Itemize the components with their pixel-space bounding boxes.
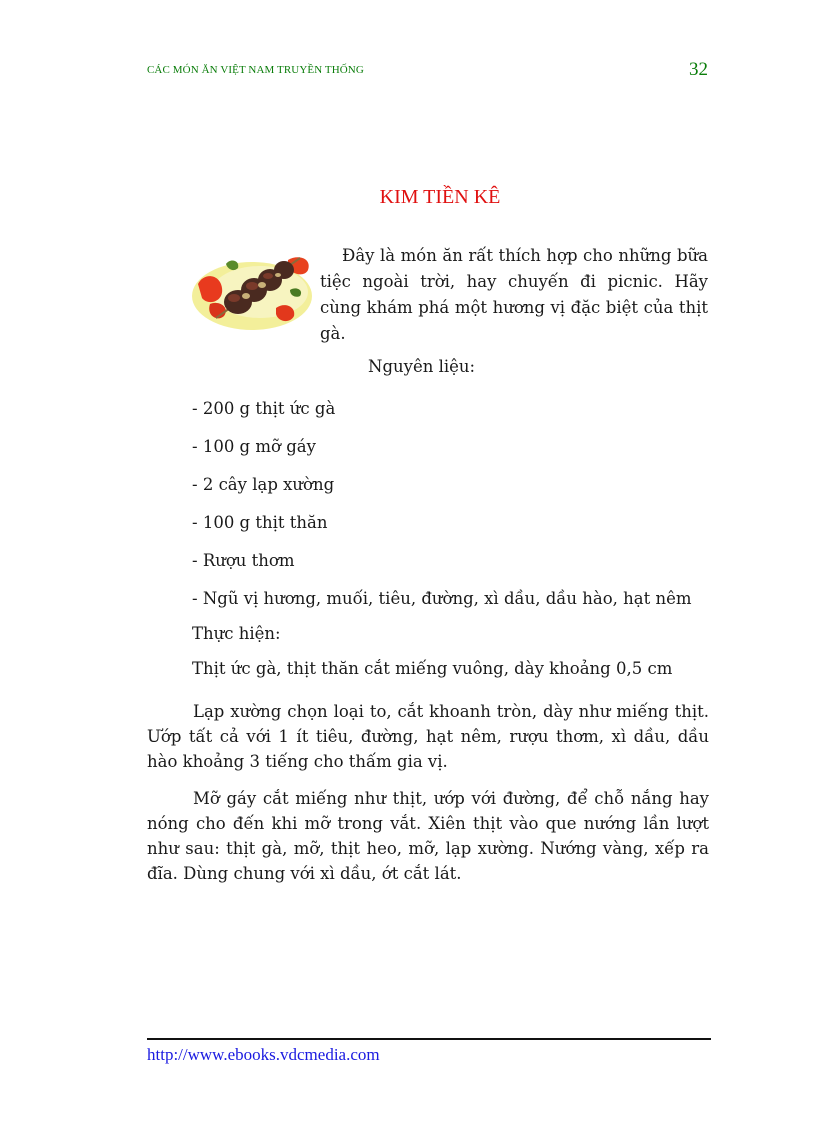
- recipe-intro: Đây là món ăn rất thích hợp cho những bữa tiệc ngoài trời, hay chuyến đi picnic. Hãy cùng khám phá một hương vị đặc biệt của thịt gà.: [320, 246, 708, 343]
- method-step: Thịt ức gà, thịt thăn cắt miếng vuông, dày khoảng 0,5 cm: [192, 659, 673, 678]
- ingredient-item: - Rượu thơm: [192, 551, 295, 570]
- method-heading: Thực hiện:: [192, 624, 281, 643]
- method-step: Lạp xường chọn loại to, cắt khoanh tròn, dày như miếng thịt. Ướp tất cả với 1 ít tiêu, đường, hạt nêm, rượu thơm, xì dầu, dầu hào khoảng 3 tiếng cho thấm gia vị.: [147, 702, 709, 771]
- grilled-skewer-illustration: [190, 244, 314, 336]
- ingredient-list: [192, 396, 692, 624]
- running-header-title: CÁC MÓN ĂN VIỆT NAM TRUYỀN THỐNG: [147, 64, 364, 76]
- ingredient-item: - 2 cây lạp xường: [192, 475, 335, 494]
- ingredients-heading: Nguyên liệu:: [368, 357, 476, 376]
- footer-rule: [147, 1038, 711, 1040]
- ingredient-item: - 100 g mỡ gáy: [192, 437, 316, 456]
- method-step: Mỡ gáy cắt miếng như thịt, ướp với đường, để chỗ nắng hay nóng cho đến khi mỡ trong vắt. Xiên thịt vào que nướng lần lượt như sau: thịt gà, mỡ, thịt heo, mỡ, lạp xường. Nướng vàng, xếp ra đĩa. Dùng chung với xì dầu, ớt cắt lát.: [147, 789, 709, 883]
- recipe-title: KIM TIỀN KÊ: [379, 186, 501, 208]
- ingredient-item: - 200 g thịt ức gà: [192, 399, 336, 418]
- page-number: 32: [689, 59, 708, 80]
- ingredient-item: - Ngũ vị hương, muối, tiêu, đường, xì dầu, dầu hào, hạt nêm: [192, 589, 692, 608]
- footer-link[interactable]: http://www.ebooks.vdcmedia.com: [147, 1045, 380, 1064]
- ingredient-item: - 100 g thịt thăn: [192, 513, 328, 532]
